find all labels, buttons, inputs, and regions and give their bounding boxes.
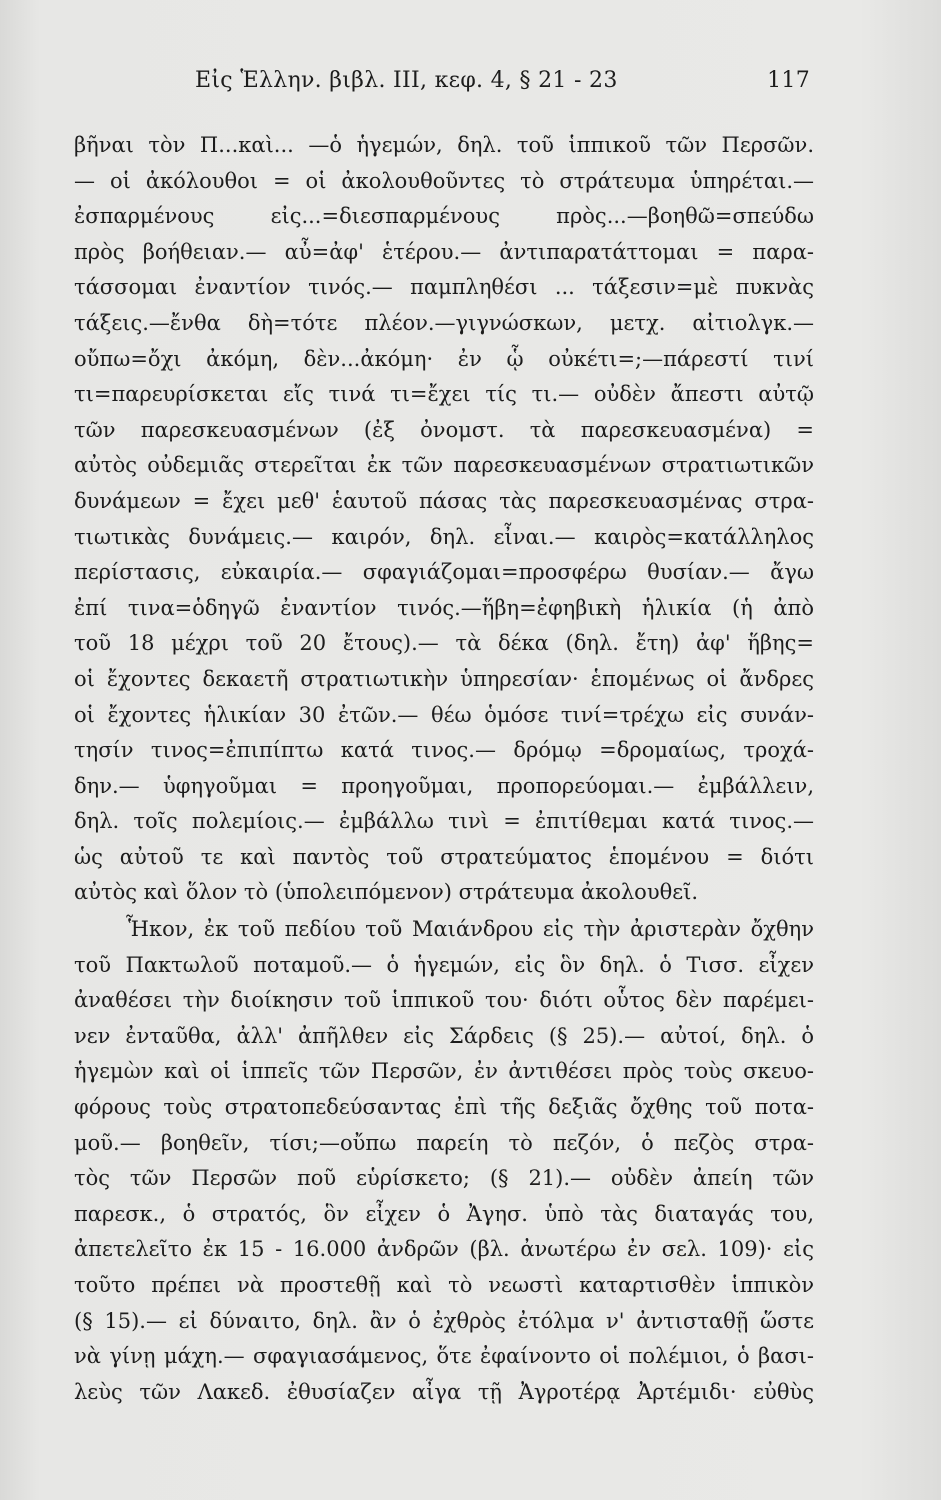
- paragraph-start-line: Ἧκον, ἐκ τοῦ πεδίου τοῦ Μαιάνδρου εἰς τὴν ἀριστερὰν ὄχθην: [126, 917, 814, 942]
- text-line: τοῦ 18 μέχρι τοῦ 20 ἔτους).— τὰ δέκα (δηλ. ἔτη) ἀφ' ἥβης=: [74, 631, 814, 656]
- text-line: (§ 15).— εἰ δύναιτο, δηλ. ἂν ὁ ἐχθρὸς ἐτόλμα ν' ἀντισταθῇ ὥστε: [74, 1308, 814, 1333]
- text-line: ἡγεμὼν καὶ οἱ ἱππεῖς τῶν Περσῶν, ἐν ἀντιθέσει πρὸς τοὺς σκευο-: [74, 1059, 814, 1084]
- text-line: πρὸς βοήθειαν.— αὖ=ἀφ' ἑτέρου.— ἀντιπαρατάττομαι = παρα-: [74, 239, 814, 264]
- text-line: τοῦ Πακτωλοῦ ποταμοῦ.— ὁ ἡγεμών, εἰς ὃν δηλ. ὁ Τισσ. εἶχεν: [74, 952, 814, 977]
- text-line: περίστασις, εὐκαιρία.— σφαγιάζομαι=προσφέρω θυσίαν.— ἄγω: [74, 560, 814, 585]
- text-line: τοῦτο πρέπει νὰ προστεθῇ καὶ τὸ νεωστὶ καταρτισθὲν ἱππικὸν: [74, 1273, 814, 1297]
- text-line: δηλ. τοῖς πολεμίοις.— ἐμβάλλω τινὶ = ἐπιτίθεμαι κατά τινος.—: [74, 809, 814, 834]
- text-line: νὰ γίνῃ μάχη.— σφαγιασάμενος, ὅτε ἐφαίνοντο οἱ πολέμιοι, ὁ βασι-: [74, 1344, 814, 1369]
- text-line: δυνάμεων = ἔχει μεθ' ἑαυτοῦ πάσας τὰς παρεσκευασμένας στρα-: [74, 488, 814, 513]
- text-line: ἐπί τινα=ὁδηγῶ ἐναντίον τινός.—ἥβη=ἐφηβικὴ ἡλικία (ἡ ἀπὸ: [74, 595, 814, 620]
- text-line: οἱ ἔχοντες δεκαετῆ στρατιωτικὴν ὑπηρεσίαν· ἑπομένως οἱ ἄνδρες: [74, 666, 814, 691]
- text-line: μοῦ.— βοηθεῖν, τίσι;—οὔπω παρείη τὸ πεζόν, ὁ πεζὸς στρα-: [74, 1130, 814, 1155]
- text-line: τι=παρευρίσκεται εἴς τινά τι=ἔχει τίς τι.— οὐδὲν ἄπεστι αὐτῷ: [74, 382, 814, 407]
- text-line: νεν ἐνταῦθα, ἀλλ' ἀπῆλθεν εἰς Σάρδεις (§ 25).— αὐτοί, δηλ. ὁ: [74, 1023, 814, 1048]
- text-line: παρεσκ., ὁ στρατός, ὃν εἶχεν ὁ Ἀγησ. ὑπὸ τὰς διαταγάς του,: [74, 1201, 814, 1226]
- text-line: τάξεις.—ἔνθα δὴ=τότε πλέον.—γιγνώσκων, μετχ. αἰτιολγκ.—: [74, 310, 814, 335]
- page-number: 117: [767, 68, 810, 93]
- text-line: ἀπετελεῖτο ἐκ 15 - 16.000 ἀνδρῶν (βλ. ἀνωτέρω ἐν σελ. 109)· εἰς: [74, 1237, 814, 1262]
- text-line: ὡς αὐτοῦ τε καὶ παντὸς τοῦ στρατεύματος ἑπομένου = διότι: [74, 844, 814, 869]
- page-header: [195, 68, 810, 102]
- text-line: αὐτὸς καὶ ὅλον τὸ (ὑπολειπόμενον) στράτευμα ἀκολουθεῖ.: [74, 880, 699, 905]
- running-title: Εἰς Ἑλλην. βιβλ. ΙΙΙ, κεφ. 4, § 21 - 23: [195, 68, 618, 93]
- text-line: ἐσπαρμένους εἰς...=διεσπαρμένους πρὸς...—βοηθῶ=σπεύδω: [74, 204, 814, 229]
- text-line: ἀναθέσει τὴν διοίκησιν τοῦ ἱππικοῦ του· διότι οὗτος δὲν παρέμει-: [74, 988, 814, 1013]
- commentary-text: [74, 128, 814, 1410]
- text-line: τάσσομαι ἐναντίον τινός.— παμπληθέσι ... τάξεσιν=μὲ πυκνὰς: [74, 275, 814, 300]
- text-line: δην.— ὑφηγοῦμαι = προηγοῦμαι, προπορεύομαι.— ἐμβάλλειν,: [74, 773, 814, 798]
- text-line: αὐτὸς οὐδεμιᾶς στερεῖται ἐκ τῶν παρεσκευασμένων στρατιωτικῶν: [74, 453, 814, 478]
- text-line: φόρους τοὺς στρατοπεδεύσαντας ἐπὶ τῆς δεξιᾶς ὄχθης τοῦ ποτα-: [74, 1095, 814, 1120]
- text-line: τῶν παρεσκευασμένων (ἐξ ὀνομστ. τὰ παρεσκευασμένα) =: [74, 417, 814, 442]
- text-line: τὸς τῶν Περσῶν ποῦ εὑρίσκετο; (§ 21).— οὐδὲν ἀπείη τῶν: [74, 1166, 814, 1191]
- text-line: — οἱ ἀκόλουθοι = οἱ ἀκολουθοῦντες τὸ στράτευμα ὑπηρέται.—: [74, 168, 814, 193]
- text-line: τιωτικὰς δυνάμεις.— καιρόν, δηλ. εἶναι.— καιρὸς=κατάλληλος: [74, 524, 814, 549]
- text-line: τησίν τινος=ἐπιπίπτω κατά τινος.— δρόμῳ =δρομαίως, τροχά-: [74, 738, 814, 763]
- text-line: οὔπω=ὄχι ἀκόμη, δὲν...ἀκόμη· ἐν ᾧ οὐκέτι=;—πάρεστί τινί: [74, 346, 814, 371]
- text-line: λεὺς τῶν Λακεδ. ἐθυσίαζεν αἶγα τῇ Ἀγροτέρᾳ Ἀρτέμιδι· εὐθὺς: [74, 1379, 814, 1404]
- text-line: οἱ ἔχοντες ἡλικίαν 30 ἐτῶν.— θέω ὁμόσε τινί=τρέχω εἰς συνάν-: [74, 702, 814, 727]
- text-line: βῆναι τὸν Π...καὶ... —ὁ ἡγεμών, δηλ. τοῦ ἱππικοῦ τῶν Περσῶν.: [74, 133, 814, 157]
